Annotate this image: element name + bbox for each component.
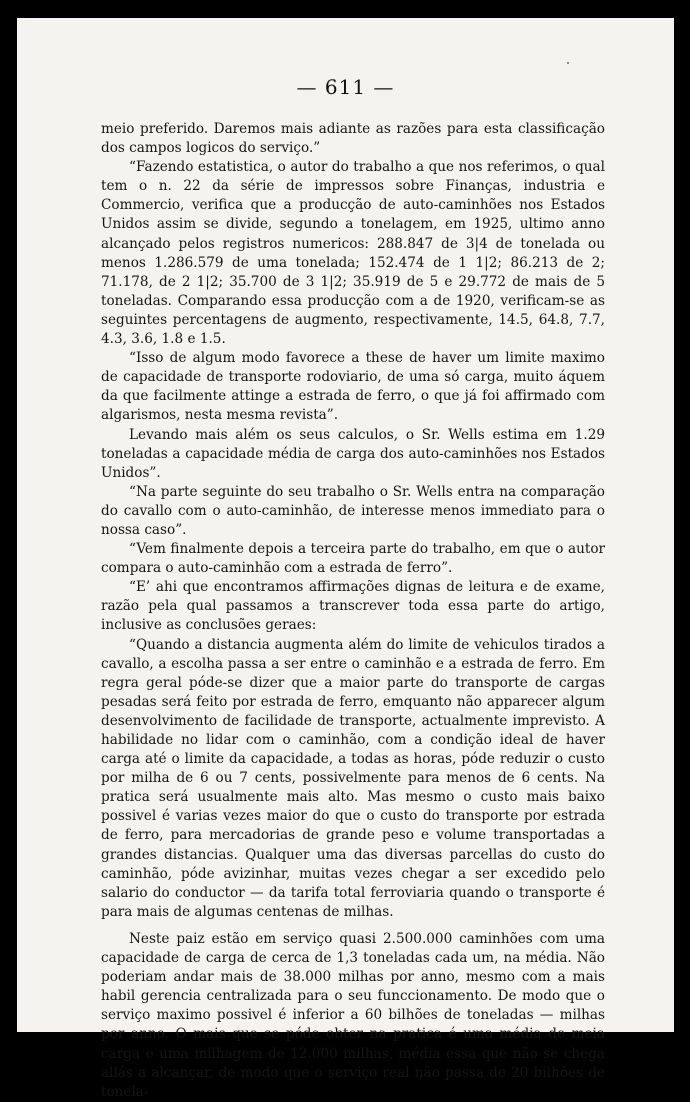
paragraph: Levando mais além os seus calculos, o Sr. Wells estima em 1.29 toneladas a capacidade média de carga dos auto-caminhões nos Estados Unidos”. <box>101 426 605 481</box>
paragraph: “Quando a distancia augmenta além do limite de vehiculos tirados a cavallo, a escolha passa a ser entre o caminhão e a estrada de ferro. Em regra geral póde-se dizer que a maior parte do transporte de cargas pesadas será feito por estrada de ferro, emquanto não apparecer algum desenvolvimento de facilidade de transporte, actualmente imprevisto. A habilidade no lidar com o caminhão, com a condição ideal de haver carga até o limite da capacidade, a todas as horas, póde reduzir o custo por milha de 6 ou 7 cents, possivelmente para menos de 6 cents. Na pratica será usualmente mais alto. Mas mesmo o custo mais baixo possivel é varias vezes maior do que o custo do transporte por estrada de ferro, para mercadorias de grande peso e volume transportadas a grandes distancias. Qualquer uma das diversas parcellas do custo do caminhão, póde avizinhar, muitas vezes chegar a ser excedido pelo salario do conductor — da tarifa total ferroviaria quando o transporte é para mais de algumas centenas de milhas. <box>101 636 605 920</box>
book-page <box>17 18 674 1100</box>
body-text <box>101 120 605 1102</box>
page-number: — 611 — <box>296 75 395 99</box>
paragraph: meio preferido. Daremos mais adiante as razões para esta classificação dos campos logicos do serviço.” <box>101 121 605 157</box>
paragraph: “Isso de algum modo favorece a these de haver um limite maximo de capacidade de transporte rodoviario, de uma só carga, muito áquem da que facilmente attinge a estrada de ferro, o que já foi affirmado com algarismos, nesta mesma revista”. <box>101 350 605 424</box>
paragraph: Neste paiz estão em serviço quasi 2.500.000 caminhões com uma capacidade de carga de cerca de 1,3 toneladas cada um, na média. Não poderiam andar mais de 38.000 milhas por anno, mesmo com a mais habil gerencia centralizada para o seu funccionamento. De modo que o serviço maximo possivel é inferior a 60 bilhões de toneladas — milhas por anno. O mais que se póde obter na pratica é uma média de meia carga e uma milhagem de 12.000 milhas, média essa que não se chega allás a alcançar, de modo que o serviço real não passa de 20 bilhões de tonela- <box>101 930 605 1100</box>
paragraph: “E’ ahi que encontramos affirmações dignas de leitura e de exame, razão pela qual passamos a transcrever toda essa parte do artigo, inclusive as conclusões geraes: <box>101 579 605 634</box>
paragraph: “Na parte seguinte do seu trabalho o Sr. Wells entra na comparação do cavallo com o auto-caminhão, de interesse menos immediato para o nossa caso”. <box>101 483 605 538</box>
paragraph: “Fazendo estatistica, o autor do trabalho a que nos referimos, o qual tem o n. 22 da série de impressos sobre Finanças, industria e Commercio, verifica que a producção de auto-caminhões nos Estados Unidos assim se divide, segundo a tonelagem, em 1925, ultimo anno alcançado pelos registros numericos: 288.847 de 3|4 de tonelada ou menos 1.286.579 de uma tonelada; 152.474 de 1 1|2; 86.213 de 2; 71.178, de 2 1|2; 35.700 de 3 1|2; 35.919 de 5 e 29.772 de mais de 5 toneladas. Comparando essa producção com a de 1920, verificam-se as seguintes percentagens de augmento, respectivamente, 14.5, 64.8, 7.7, 4.3, 3.6, 1.8 e 1.5. <box>101 159 605 348</box>
print-speck <box>567 62 569 64</box>
paragraph: “Vem finalmente depois a terceira parte do trabalho, em que o autor compara o auto-caminhão com a estrada de ferro”. <box>101 541 605 577</box>
